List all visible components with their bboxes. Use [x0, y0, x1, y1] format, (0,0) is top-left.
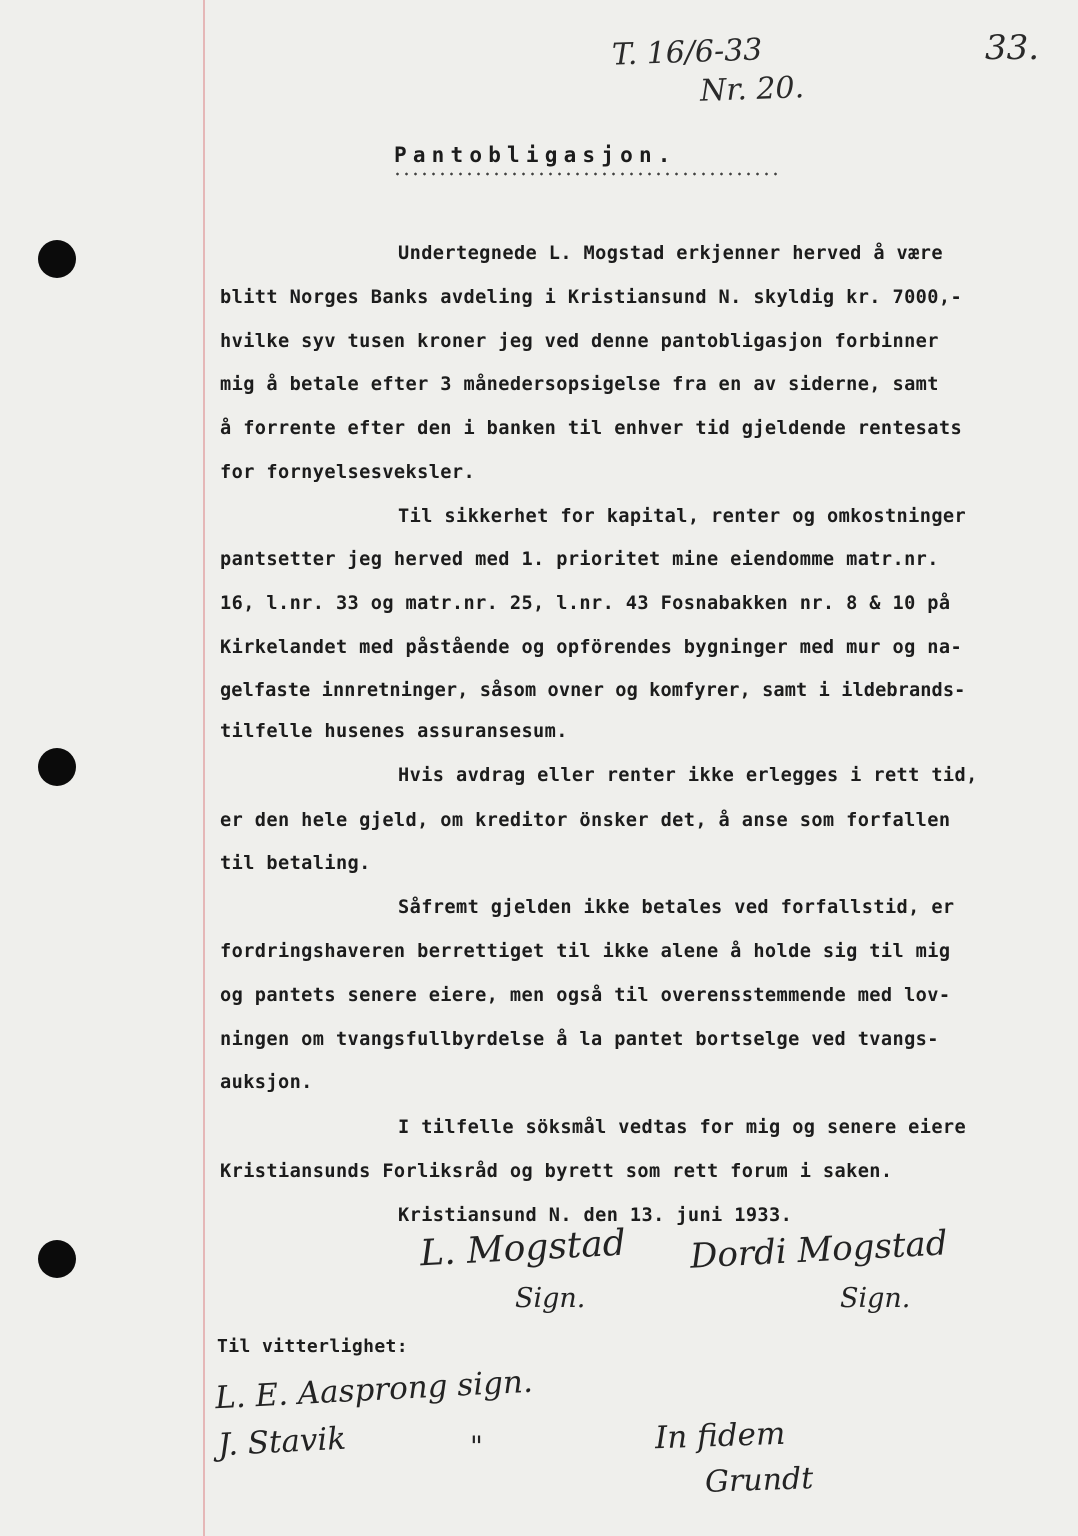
signature-2-sgn: Sign. — [840, 1283, 911, 1314]
title-underline — [393, 172, 781, 176]
body-line: 16, l.nr. 33 og matr.nr. 25, l.nr. 43 Fosnabakken nr. 8 & 10 på — [220, 593, 951, 614]
body-line: Kristiansunds Forliksråd og byrett som rett forum i saken. — [220, 1161, 893, 1182]
body-line: Hvis avdrag eller renter ikke erlegges i rett tid, — [398, 765, 978, 786]
signature-l-mogstad: L. Mogstad — [419, 1222, 627, 1275]
number-annotation: Nr. 20. — [699, 70, 805, 109]
witness-2-ditto: " — [470, 1430, 483, 1463]
document-title: Pantobligasjon. — [394, 143, 677, 167]
signature-1-sgn: Sign. — [515, 1283, 586, 1314]
body-line: til betaling. — [220, 853, 371, 874]
body-line: I tilfelle söksmål vedtas for mig og senere eiere — [398, 1117, 967, 1138]
punch-hole-middle — [38, 748, 76, 786]
body-line: mig å betale efter 3 månedersopsigelse fra en av siderne, samt — [220, 374, 939, 395]
body-line: å forrente efter den i banken til enhver tid gjeldende rentesats — [220, 418, 963, 439]
body-line: pantsetter jeg herved med 1. prioritet mine eiendomme matr.nr. — [220, 549, 939, 570]
body-line: Til sikkerhet for kapital, renter og omkostninger — [398, 506, 967, 527]
page-number: 33. — [985, 28, 1040, 68]
body-line: er den hele gjeld, om kreditor önsker det, å anse som forfallen — [220, 810, 951, 831]
body-line: Såfremt gjelden ikke betales ved forfallstid, er — [398, 897, 955, 918]
body-line: auksjon. — [220, 1072, 313, 1093]
witness-2-signature: J. Stavik — [217, 1420, 347, 1464]
in-fidem-note: In fidem — [654, 1415, 786, 1457]
body-line: Undertegnede L. Mogstad erkjenner herved å være — [398, 243, 943, 264]
body-line: tilfelle husenes assuransesum. — [220, 721, 568, 742]
witness-heading: Til vitterlighet: — [217, 1336, 409, 1357]
witness-1-signature: L. E. Aasprong sign. — [214, 1363, 534, 1417]
signature-dordi-mogstad: Dordi Mogstad — [689, 1223, 949, 1277]
body-line: blitt Norges Banks avdeling i Kristiansund N. skyldig kr. 7000,- — [220, 287, 963, 308]
place-date-line: Kristiansund N. den 13. juni 1933. — [398, 1205, 793, 1226]
date-annotation: T. 16/6-33 — [611, 32, 763, 73]
in-fidem-signature: Grundt — [704, 1461, 814, 1500]
margin-rule — [203, 0, 205, 1536]
body-line: Kirkelandet med påstående og opförendes bygninger med mur og na- — [220, 637, 963, 658]
body-line: og pantets senere eiere, men også til overensstemmende med lov- — [220, 985, 951, 1006]
body-line: fordringshaveren berrettiget til ikke alene å holde sig til mig — [220, 941, 951, 962]
body-line: ningen om tvangsfullbyrdelse å la pantet bortselge ved tvangs- — [220, 1029, 939, 1050]
body-line: gelfaste innretninger, såsom ovner og komfyrer, samt i ildebrands- — [220, 680, 966, 701]
body-line: hvilke syv tusen kroner jeg ved denne pantobligasjon forbinner — [220, 331, 939, 352]
punch-hole-bottom — [38, 1240, 76, 1278]
body-line: for fornyelsesveksler. — [220, 462, 476, 483]
punch-hole-top — [38, 240, 76, 278]
